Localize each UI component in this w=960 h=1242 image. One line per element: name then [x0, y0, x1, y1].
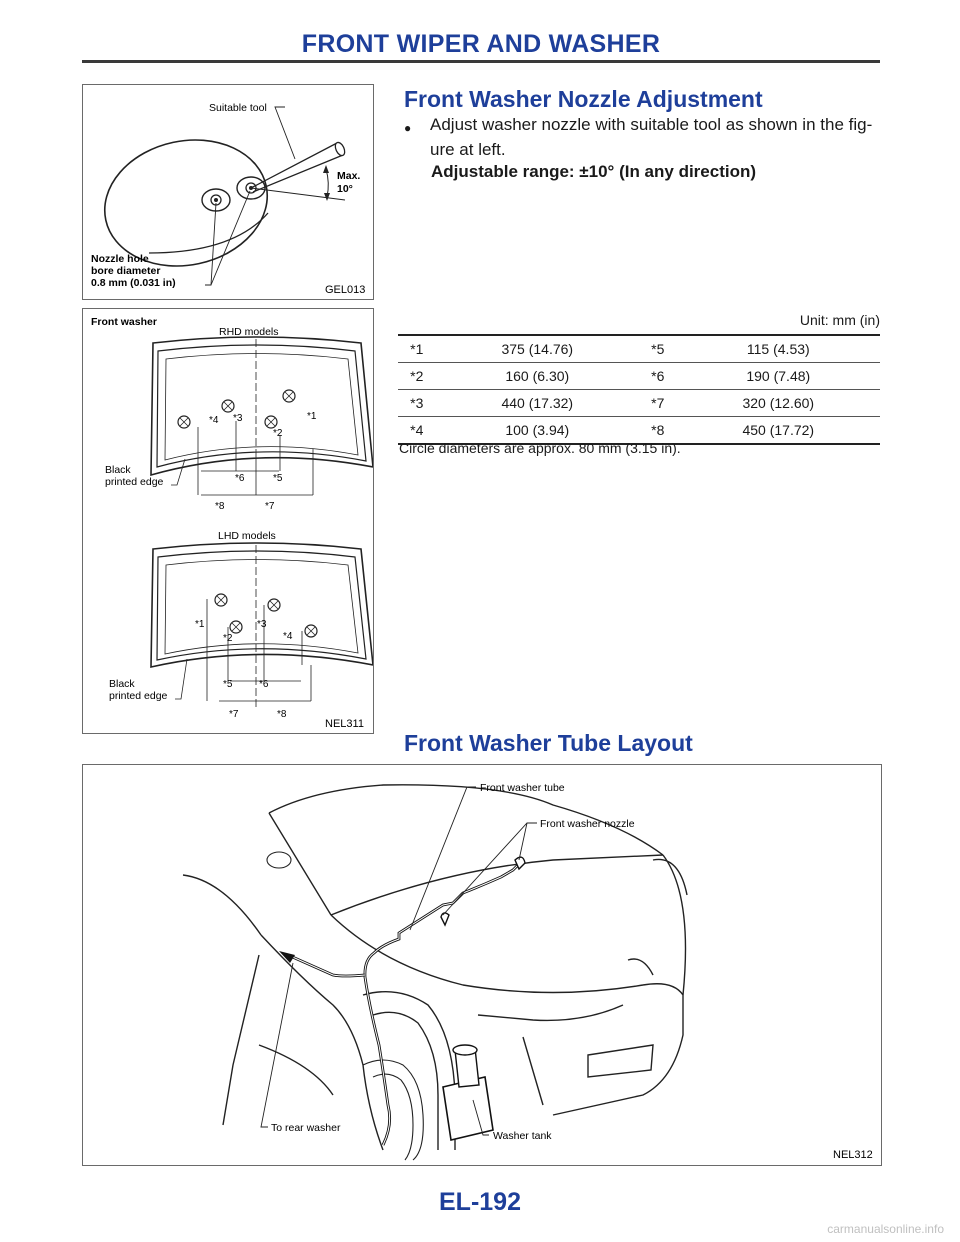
table-note: Circle diameters are approx. 80 mm (3.15 in). [399, 440, 681, 456]
label-front-washer-nozzle: Front washer nozzle [540, 818, 635, 830]
rhd-mark-1: *1 [307, 411, 317, 422]
page-number: EL-192 [439, 1188, 521, 1216]
hole-label-3: 0.8 mm (0.031 in) [91, 277, 176, 289]
lhd-mark-8: *8 [277, 709, 287, 720]
lhd-mark-2: *2 [223, 633, 233, 644]
figure-nozzle-adjustment [82, 84, 374, 300]
rhd-edge-label-1: Black [105, 464, 131, 476]
bullet-text-cont: ure at left. [430, 140, 506, 159]
lhd-mark-5: *5 [223, 679, 233, 690]
rhd-models-label: RHD models [219, 326, 279, 338]
lhd-mark-3: *3 [257, 619, 267, 630]
table-row: *2 160 (6.30) *6 190 (7.48) [398, 363, 880, 390]
heading-nozzle-adjustment: Front Washer Nozzle Adjustment [404, 86, 763, 112]
table-row: *3 440 (17.32) *7 320 (12.60) [398, 390, 880, 417]
figure-nozzle-positions [82, 308, 374, 734]
bullet-icon: ● [404, 121, 412, 135]
table-unit: Unit: mm (in) [799, 312, 880, 328]
rhd-mark-2: *2 [273, 428, 283, 439]
figure-code-nel312: NEL312 [833, 1149, 873, 1161]
rhd-mark-8: *8 [215, 501, 225, 512]
rhd-mark-4: *4 [209, 415, 219, 426]
lhd-mark-1: *1 [195, 619, 205, 630]
rhd-mark-7: *7 [265, 501, 275, 512]
heading-tube-layout: Front Washer Tube Layout [404, 730, 693, 756]
page-section-title: FRONT WIPER AND WASHER [301, 30, 661, 58]
table-row: *1 375 (14.76) *5 115 (4.53) [398, 335, 880, 363]
adjustable-range-spec: Adjustable range: ±10° (In any direction) [431, 162, 757, 181]
rhd-edge-label-2: printed edge [105, 476, 164, 488]
header-rule [82, 60, 880, 63]
tool-label: Suitable tool [209, 102, 267, 114]
label-washer-tank: Washer tank [493, 1130, 552, 1142]
label-to-rear-washer: To rear washer [271, 1122, 341, 1134]
figure-code-nel311: NEL311 [325, 718, 364, 730]
hole-label-2: bore diameter [91, 265, 161, 277]
bullet-text: Adjust washer nozzle with suitable tool as shown in the fig- [430, 115, 873, 134]
front-washer-label: Front washer [91, 316, 157, 328]
page-header [82, 30, 880, 59]
max-label-1: Max. [337, 170, 361, 182]
rhd-mark-6: *6 [235, 473, 245, 484]
table-row: *4 100 (3.94) *8 450 (17.72) [398, 417, 880, 445]
lhd-mark-7: *7 [229, 709, 239, 720]
hole-label-1: Nozzle hole [91, 253, 149, 265]
figure-code-gel013: GEL013 [325, 284, 366, 296]
rhd-mark-3: *3 [233, 413, 243, 424]
rhd-mark-5: *5 [273, 473, 283, 484]
lhd-models-label: LHD models [218, 530, 276, 542]
figure-tube-layout [82, 764, 882, 1166]
lhd-mark-6: *6 [259, 679, 269, 690]
nozzle-adjustment-illustration [83, 85, 373, 299]
label-front-washer-tube: Front washer tube [480, 782, 565, 794]
watermark: carmanualsonline.info [827, 1222, 944, 1236]
max-label-2: 10° [337, 183, 353, 195]
lhd-edge-label-2: printed edge [109, 690, 168, 702]
lhd-edge-label-1: Black [109, 678, 135, 690]
nozzle-instructions [404, 114, 880, 183]
dimension-table [398, 334, 880, 445]
lhd-mark-4: *4 [283, 631, 293, 642]
tube-layout-illustration [83, 765, 881, 1165]
nozzle-position-illustration [83, 309, 373, 733]
